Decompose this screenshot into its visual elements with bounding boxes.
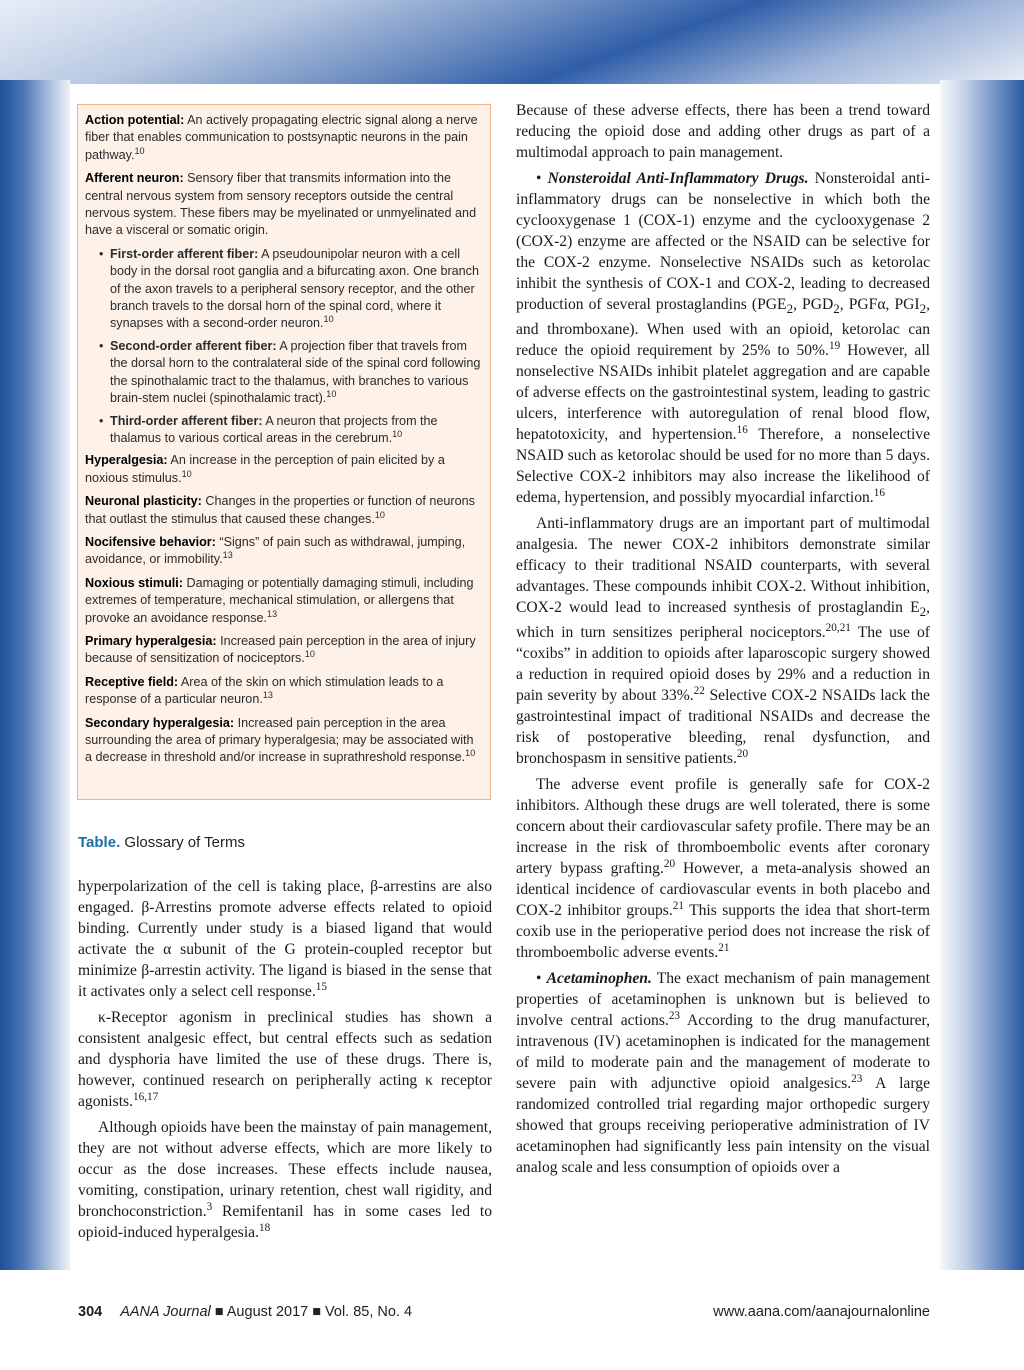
reference-number: 10: [323, 314, 334, 325]
glossary-definition: A neuron that projects from the thalamus to various cortical areas in the cerebrum.: [110, 413, 438, 445]
body-paragraph: • Acetaminophen. The exact mechanism of pain management properties of acetaminophen is unknown but is believed to involve central actions.$^{23}$ According to the drug manufacturer, intravenous (IV) acetaminophen is indicated for the management of mild to moderate pain and the management of moderate to severe pain with adjunctive opioid analgesics.$^{23}$ A large randomized controlled trial regarding major orthopedic surgery showed that groups receiving perioperative administration of IV acetaminophen had significantly less pain intensity on the visual analog scale and less consumption of opioids over a: [516, 970, 930, 1177]
section-heading-nsaids: Nonsteroidal Anti-Inflammatory Drugs.: [547, 170, 809, 187]
glossary-entry: [85, 633, 482, 668]
glossary-table: [77, 104, 491, 800]
glossary-definition: Area of the skin on which stimulation leads to a response of a particular neuron.: [85, 674, 444, 707]
reference-number: 16,17: [133, 1090, 159, 1103]
glossary-term: Neuronal plasticity:: [85, 494, 202, 509]
page-footer: [78, 1304, 930, 1326]
left-margin-background-graphic: [0, 80, 70, 1270]
glossary-entry: [85, 575, 482, 627]
reference-number: 13: [262, 690, 273, 701]
journal-issue: ■ August 2017 ■ Vol. 85, No. 4: [210, 1304, 413, 1320]
reference-number: 10: [326, 389, 337, 400]
glossary-definition: An actively propagating electric signal along a nerve fiber that enables communication to postsynaptic neurons in the pain pathway.: [85, 113, 478, 162]
glossary-definition: Damaging or potentially damaging stimuli, including extremes of temperature, mechanical stimulation, or allergens that provoke an avoidance response.: [85, 575, 474, 625]
glossary-entry: [85, 715, 482, 767]
reference-number: 15: [315, 980, 327, 993]
table-caption: [78, 834, 245, 851]
reference-number: 10: [134, 145, 145, 156]
body-paragraph: Anti-inflammatory drugs are an important part of multimodal analgesia. The newer COX-2 inhibitors demonstrate similar efficacy to their traditional NSAID counterparts, with several advantages. These compounds inhibit COX-2. Without inhibition, COX-2 would lead to increased synthesis of prostaglandin $E_2$, which in turn sensitizes peripheral nociceptors.$^{20,21}$ The use of “coxibs” in addition to opioids after laparoscopic surgery showed a reduction in required opioid doses by 29% and a reduction in pain severity by about 33%.$^{22}$ Selective COX-2 NSAIDs lack the gastrointestinal impact of traditional NSAIDs and decrease the risk of postoperative bleeding, renal dysfunction, and bronchospasm in sensitive patients.$^{20}$: [516, 515, 930, 768]
reference-number: 3: [206, 1200, 213, 1213]
glossary-subentry: [99, 338, 482, 408]
glossary-entry: [85, 674, 482, 709]
reference-number: 10: [304, 649, 315, 660]
reference-number: 13: [222, 550, 233, 561]
glossary-definition: “Signs” of pain such as withdrawal, jumping, avoidance, or immobility.: [85, 534, 466, 567]
glossary-definition: A pseudounipolar neuron with a cell body in the dorsal root ganglia and a bifurcating axon. One branch of the axon travels to a peripheral sensory receptor, and the other branch travels to the dorsal horn of the spinal cord, where it synapses with a second-order neuron.: [110, 246, 479, 331]
glossary-term: Hyperalgesia:: [85, 453, 168, 468]
glossary-definition: Sensory fiber that transmits information into the central nervous system from sensory receptors outside the central nervous system. These fibers may be myelinated or unmyelinated and have a visceral or somatic origin.: [85, 171, 477, 238]
page-number: 304: [78, 1304, 103, 1320]
body-paragraph: κ-Receptor agonism in preclinical studies has shown a consistent analgesic effect, but central effects such as sedation and dysphoria have limited the use of these drugs. There is, however, continued research on peripherally acting κ receptor agonists.$^{16,17}$: [78, 1009, 492, 1110]
body-paragraph: Although opioids have been the mainstay of pain management, they are not without adverse effects, which are more likely to occur as the dose increases. These effects include nausea, vomiting, constipation, urinary retention, chest wall rigidity, and bronchoconstriction.$^3$ Remifentanil has in some cases led to opioid-induced hyperalgesia.$^{18}$: [78, 1119, 492, 1241]
glossary-entry: [85, 170, 482, 240]
glossary-definition: Increased pain perception in the area surrounding the area of primary hyperalgesia; may be associated with a decrease in threshold and/or increase in suprathreshold response.: [85, 715, 474, 765]
section-heading-acetaminophen: Acetaminophen.: [546, 970, 652, 988]
reference-number: 13: [267, 608, 278, 619]
journal-url: www.aana.com/aanajournalonline: [713, 1304, 930, 1320]
glossary-definition: Changes in the properties or function of neurons that outlast the stimulus that caused these changes.: [85, 494, 475, 526]
glossary-term: Noxious stimuli:: [85, 575, 183, 590]
glossary-term: Afferent neuron:: [85, 171, 184, 186]
body-paragraph: The adverse event profile is generally safe for COX-2 inhibitors. Although these drugs are well tolerated, there is some concern about their cardiovascular safety profile. There may be an increase in the risk of thromboembolic events after coronary artery bypass grafting.$^{20}$ However, a meta-analysis showed an identical incidence of cardiovascular events in both placebo and COX-2 inhibitor groups.$^{21}$ This supports the idea that short-term coxib use in the perioperative period does not increase the risk of thromboembolic adverse events.$^{21}$: [516, 776, 930, 962]
glossary-term: Third-order afferent fiber:: [110, 413, 263, 428]
header-background-graphic: [0, 0, 1024, 90]
reference-number: 10: [465, 748, 476, 759]
table-caption-label: Table.: [78, 834, 121, 851]
glossary-definition: An increase in the perception of pain elicited by a noxious stimulus.: [85, 453, 445, 485]
right-text-column: [516, 100, 930, 1183]
body-paragraph: Because of these adverse effects, there has been a trend toward reducing the opioid dose and adding other drugs as part of a multimodal approach to pain management.: [516, 102, 930, 161]
glossary-definition: A projection fiber that travels from the dorsal horn to the contralateral side of the spinal cord following the spinothalamic tract to the thalamus, with branches to various brain-stem nuclei (spinothalamic tract).: [110, 338, 481, 406]
body-paragraph: • Nonsteroidal Anti-Inflammatory Drugs. Nonsteroidal anti-inflammatory drugs can be nonselective in which both the cyclooxygenase 1 (COX-1) enzyme and the cyclooxygenase 2 (COX-2) enzyme are affected or the NSAID can be selective for the COX-2 enzyme. Nonselective NSAIDs such as ketorolac inhibit the synthesis of COX-1 and COX-2, leading to decreased production of several prostaglandins ($PGE_2$, $PGD_2$, PGFα, $PGI_2$, and thromboxane). When used with an opioid, ketorolac can reduce the opioid requirement by 25% to 50%.$^{19}$ However, all nonselective NSAIDs inhibit platelet aggregation and are capable of adverse effects on the gastrointestinal system, leading to gastric ulcers, interference with autoregulation of renal blood flow, hepatotoxicity, and hypertension.$^{16}$ Therefore, a nonselective NSAID such as ketorolac should be used for no more than 5 days. Selective COX-2 inhibitors may also increase the likelihood of edema, hypertension, and possibly myocardial infarction.$^{16}$: [516, 170, 931, 507]
reference-number: 18: [259, 1221, 271, 1234]
glossary-entry: [85, 112, 482, 164]
glossary-term: Nocifensive behavior:: [85, 534, 216, 549]
glossary-term: Action potential:: [85, 113, 185, 127]
glossary-term: Receptive field:: [85, 674, 179, 689]
table-caption-text: Glossary of Terms: [124, 834, 245, 851]
glossary-subentry: [99, 246, 482, 333]
reference-number: 10: [181, 468, 192, 479]
glossary-term: First-order afferent fiber:: [110, 246, 259, 261]
left-text-column: [78, 876, 492, 1248]
glossary-entry: [85, 534, 482, 569]
reference-number: 10: [392, 428, 403, 439]
glossary-entry: [85, 493, 482, 528]
glossary-definition: Increased pain perception in the area of injury because of sensitization of nociceptors.: [85, 633, 476, 666]
right-margin-background-graphic: [940, 80, 1024, 1270]
glossary-subentry: [99, 413, 482, 448]
glossary-term: Second-order afferent fiber:: [110, 338, 277, 353]
glossary-entry: [85, 452, 482, 487]
glossary-term: Primary hyperalgesia:: [85, 633, 217, 648]
glossary-term: Secondary hyperalgesia:: [85, 715, 235, 730]
reference-number: 10: [374, 509, 385, 520]
body-paragraph: hyperpolarization of the cell is taking place, β-arrestins are also engaged. β-Arrestins promote adverse effects related to opioid binding. Currently under study is a biased ligand that would activate the α subunit of the G protein-coupled receptor but minimize β-arrestin activity. The ligand is biased in the sense that it activates only a select cell response.$^{15}$: [78, 878, 492, 1000]
journal-name: AANA Journal: [120, 1304, 211, 1320]
